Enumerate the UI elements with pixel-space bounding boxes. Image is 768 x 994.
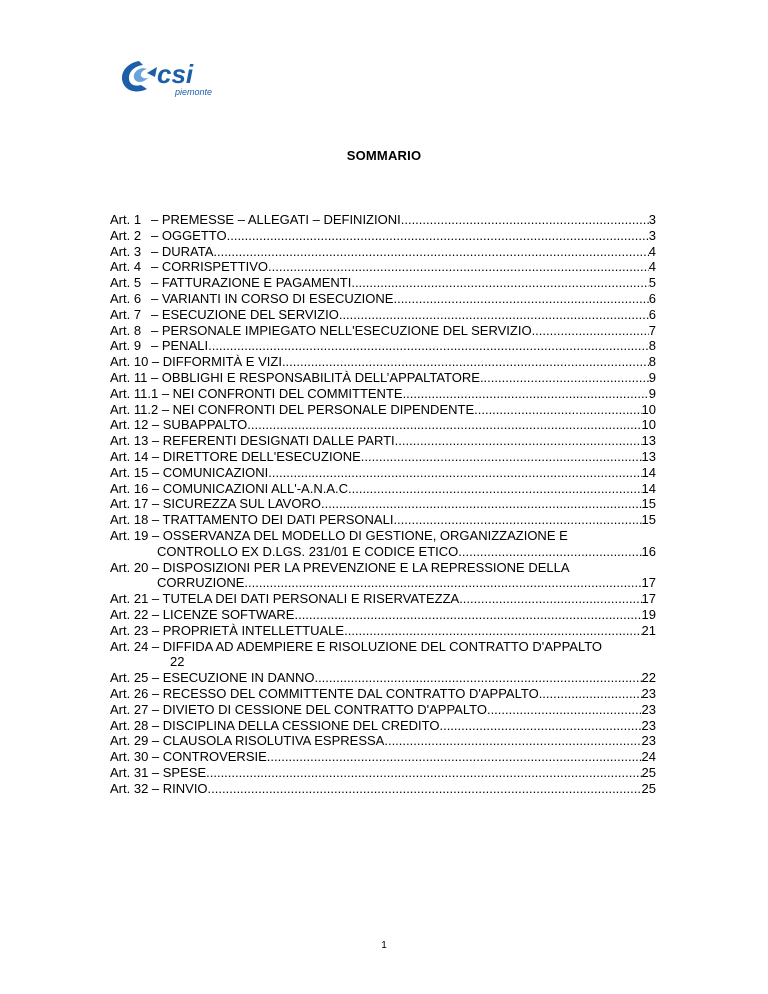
toc-leader-dots [208,338,649,354]
toc-leader-dots [487,702,642,718]
toc-entry[interactable] [110,496,656,512]
toc-leader-dots [352,481,642,497]
toc-entry[interactable] [110,417,656,433]
csi-piemonte-logo [117,55,227,99]
toc-entry-page: 16 [641,543,656,559]
toc-entry[interactable] [110,307,656,323]
toc-entry[interactable] [110,291,656,307]
toc-entry[interactable] [110,781,656,797]
toc-entry-page: 6 [648,306,656,322]
toc-leader-dots [268,259,649,275]
toc-entry-label: Art. 12 [110,417,149,433]
toc-entry-text: – LICENZE SOFTWARE [151,606,295,622]
toc-entry-label: Art. 1 [110,212,142,227]
toc-leader-dots [321,496,642,512]
toc-entry-label: Art. 4 [110,259,142,275]
toc-entry[interactable] [110,402,656,418]
toc-entry-page: 9 [648,385,656,401]
toc-entry-label: Art. 25 [110,670,149,686]
toc-entry[interactable] [110,718,656,734]
toc-entry-text: – OSSERVANZA DEL MODELLO DI GESTIONE, ORGANIZZAZIONE E [151,527,568,543]
toc-entry[interactable] [110,702,656,718]
toc-entry-page: 17 [641,575,656,591]
toc-entry-text: – DIVIETO DI CESSIONE DEL CONTRATTO D'APPALTO [151,701,487,717]
toc-entry-text: – DIFFORMITÀ E VIZI [151,354,282,370]
toc-entry-page: 8 [648,338,656,354]
toc-entry-label: Art. 15 [110,464,149,480]
toc-entry-page: 10 [641,417,656,433]
toc-entry[interactable] [110,323,656,339]
toc-leader-dots [393,291,648,307]
toc-leader-dots [227,228,649,244]
toc-leader-dots [282,354,649,370]
toc-entry-text: – PREMESSE – ALLEGATI – DEFINIZIONI [151,212,401,227]
toc-entry[interactable] [110,212,656,228]
logo-sub-text: piemonte [175,87,213,97]
toc-entry-label: Art. 5 [110,275,142,291]
toc-leader-dots [395,433,642,449]
toc-entry-page: 15 [641,496,656,512]
toc-leader-dots [244,575,641,591]
toc-entry[interactable] [110,465,656,481]
toc-entry[interactable] [110,607,656,623]
toc-entry-text: – ESECUZIONE IN DANNO [151,670,315,686]
toc-entry[interactable] [110,733,656,749]
toc-entry[interactable] [110,275,656,291]
toc-entry-label: Art. 10 [110,354,149,370]
toc-entry-text: – PERSONALE IMPIEGATO NELL'ESECUZIONE DEL SERVIZIO [151,322,532,338]
toc-entry-page: 14 [641,464,656,480]
toc-entry-text: – ESECUZIONE DEL SERVIZIO [151,306,339,322]
toc-leader-dots [361,449,642,465]
toc-entry[interactable] [110,560,656,592]
toc-leader-dots [439,718,641,734]
csi-logo-mark [117,55,227,99]
toc-entry-page: 5 [648,275,656,291]
toc-leader-dots [247,417,641,433]
toc-entry[interactable] [110,670,656,686]
toc-entry[interactable] [110,512,656,528]
toc-entry-label: Art. 13 [110,433,149,449]
page-number: 1 [381,940,387,951]
toc-entry[interactable] [110,623,656,639]
toc-entry-text: – PENALI [151,338,209,354]
toc-entry-text: – OBBLIGHI E RESPONSABILITÀ DELL’APPALTATORE [150,369,480,385]
toc-entry-label: Art. 31 [110,764,149,780]
toc-entry-label: Art. 20 [110,559,149,575]
toc-leader-dots [267,749,642,765]
toc-entry-label: Art. 17 [110,496,149,512]
toc-entry-page: 22 [170,654,185,670]
toc-entry-text: – SPESE [151,764,207,780]
toc-entry[interactable] [110,259,656,275]
toc-leader-dots [401,212,649,228]
toc-entry[interactable] [110,639,656,671]
toc-entry-text: – OGGETTO [151,227,227,243]
toc-entry[interactable] [110,591,656,607]
toc-entry-page: 7 [648,322,656,338]
toc-entry-text: – FATTURAZIONE E PAGAMENTI [151,275,352,291]
toc-leader-dots [206,765,641,781]
toc-entry-label: Art. 24 [110,638,149,654]
toc-entry-text: – SICUREZZA SUL LAVORO [151,496,321,512]
toc-leader-dots [384,733,641,749]
toc-entry-page: 17 [641,591,656,607]
toc-entry-text: – NEI CONFRONTI DEL COMMITTENTE [161,385,403,401]
toc-entry-page: 23 [641,701,656,717]
toc-leader-dots [459,591,641,607]
toc-entry-label: Art. 7 [110,306,142,322]
toc-entry[interactable] [110,370,656,386]
toc-entry-text-continued: CORRUZIONE [157,575,245,591]
toc-leader-dots [474,402,641,418]
toc-leader-dots [393,512,641,528]
toc-entry-text: – TUTELA DEI DATI PERSONALI E RISERVATEZZA [151,591,460,607]
toc-entry-label: Art. 29 [110,733,149,749]
toc-entry-text: – DIFFIDA AD ADEMPIERE E RISOLUZIONE DEL CONTRATTO D'APPALTO [151,638,603,654]
toc-entry-page: 23 [641,733,656,749]
table-of-contents [110,212,656,796]
toc-entry[interactable] [110,528,656,560]
toc-entry-page: 13 [641,448,656,464]
toc-entry-page: 4 [648,259,656,275]
toc-entry-page: 25 [641,780,656,796]
toc-entry-label: Art. 32 [110,780,149,796]
toc-entry-page: 24 [641,749,656,765]
toc-entry-text: – PROPRIETÀ INTELLETTUALE [151,622,345,638]
toc-entry-label: Art. 6 [110,290,142,306]
toc-entry-label: Art. 19 [110,527,149,543]
toc-entry[interactable] [110,244,656,260]
toc-leader-dots [339,307,649,323]
toc-entry-text: – CONTROVERSIE [151,749,267,765]
toc-entry-page: 23 [641,717,656,733]
toc-entry-text: – TRATTAMENTO DEI DATI PERSONALI [151,512,394,528]
toc-entry[interactable] [110,765,656,781]
toc-entry-label: Art. 3 [110,243,142,259]
toc-entry-label: Art. 11.1 [110,385,159,401]
toc-entry-text: – VARIANTI IN CORSO DI ESECUZIONE [151,290,394,306]
toc-leader-dots [403,386,649,402]
toc-entry-text: – DISPOSIZIONI PER LA PREVENZIONE E LA REPRESSIONE DELLA [151,559,570,575]
toc-entry[interactable] [110,386,656,402]
toc-entry-text: – COMUNICAZIONI [151,464,269,480]
toc-entry-label: Art. 16 [110,480,149,496]
toc-entry-label: Art. 11 [110,369,148,385]
toc-entry[interactable] [110,481,656,497]
toc-entry-text: – REFERENTI DESIGNATI DALLE PARTI [151,433,395,449]
toc-leader-dots [208,781,642,797]
toc-entry-label: Art. 23 [110,622,149,638]
toc-entry-label: Art. 21 [110,591,149,607]
toc-entry-label: Art. 26 [110,685,149,701]
toc-entry-page: 15 [641,512,656,528]
toc-entry-text: – SUBAPPALTO [151,417,248,433]
toc-entry-page: 23 [641,685,656,701]
toc-entry-page: 25 [641,764,656,780]
toc-entry-page: 13 [641,433,656,449]
toc-entry-text-continued: CONTROLLO EX D.LGS. 231/01 E CODICE ETICO [157,543,459,559]
toc-title: SOMMARIO [346,148,422,163]
toc-entry-label: Art. 2 [110,227,142,243]
toc-entry-text: – DIRETTORE DELL'ESECUZIONE [151,448,361,464]
toc-entry[interactable] [110,749,656,765]
toc-entry-label: Art. 18 [110,512,149,528]
toc-entry[interactable] [110,228,656,244]
logo-brand-text: csi [157,59,194,89]
toc-entry-text: – DISCIPLINA DELLA CESSIONE DEL CREDITO [151,717,440,733]
toc-entry-label: Art. 8 [110,322,142,338]
toc-leader-dots [344,623,641,639]
toc-entry-page: 4 [648,243,656,259]
toc-entry-text: – NEI CONFRONTI DEL PERSONALE DIPENDENTE [161,401,475,417]
toc-entry-label: Art. 9 [110,338,142,354]
toc-entry-page: 8 [648,354,656,370]
toc-entry-text: – RECESSO DEL COMMITTENTE DAL CONTRATTO D'APPALTO [151,685,539,701]
toc-leader-dots [458,544,641,560]
toc-entry-text: – RINVIO [151,780,208,796]
toc-entry-label: Art. 30 [110,749,149,765]
toc-leader-dots [351,275,648,291]
toc-entry-text: – CORRISPETTIVO [151,259,269,275]
toc-entry-page: 6 [648,290,656,306]
toc-leader-dots [314,670,641,686]
toc-entry[interactable] [110,338,656,354]
toc-entry-page: 3 [648,227,656,243]
toc-entry-page: 14 [641,480,656,496]
toc-entry-label: Art. 27 [110,701,149,717]
toc-leader-dots [539,686,642,702]
toc-entry-text: – DURATA [151,243,214,259]
toc-leader-dots [213,244,648,260]
toc-entry[interactable] [110,686,656,702]
toc-entry-page: 19 [641,606,656,622]
toc-leader-dots [268,465,641,481]
toc-entry-page: 9 [648,369,656,385]
toc-leader-dots [532,323,649,339]
toc-entry-page: 10 [641,401,656,417]
toc-entry-label: Art. 14 [110,448,149,464]
toc-leader-dots [480,370,649,386]
toc-entry[interactable] [110,449,656,465]
toc-entry-label: Art. 11.2 [110,401,159,417]
toc-entry-page: 21 [641,622,656,638]
toc-entry-page: 22 [641,670,656,686]
toc-leader-dots [294,607,641,623]
toc-entry-page: 3 [648,212,656,227]
toc-entry-label: Art. 22 [110,606,149,622]
toc-entry-text: – CLAUSOLA RISOLUTIVA ESPRESSA [151,733,385,749]
toc-entry-text: – COMUNICAZIONI ALL'-A.N.A.C. [151,480,352,496]
toc-entry[interactable] [110,354,656,370]
toc-entry[interactable] [110,433,656,449]
toc-entry-label: Art. 28 [110,717,149,733]
